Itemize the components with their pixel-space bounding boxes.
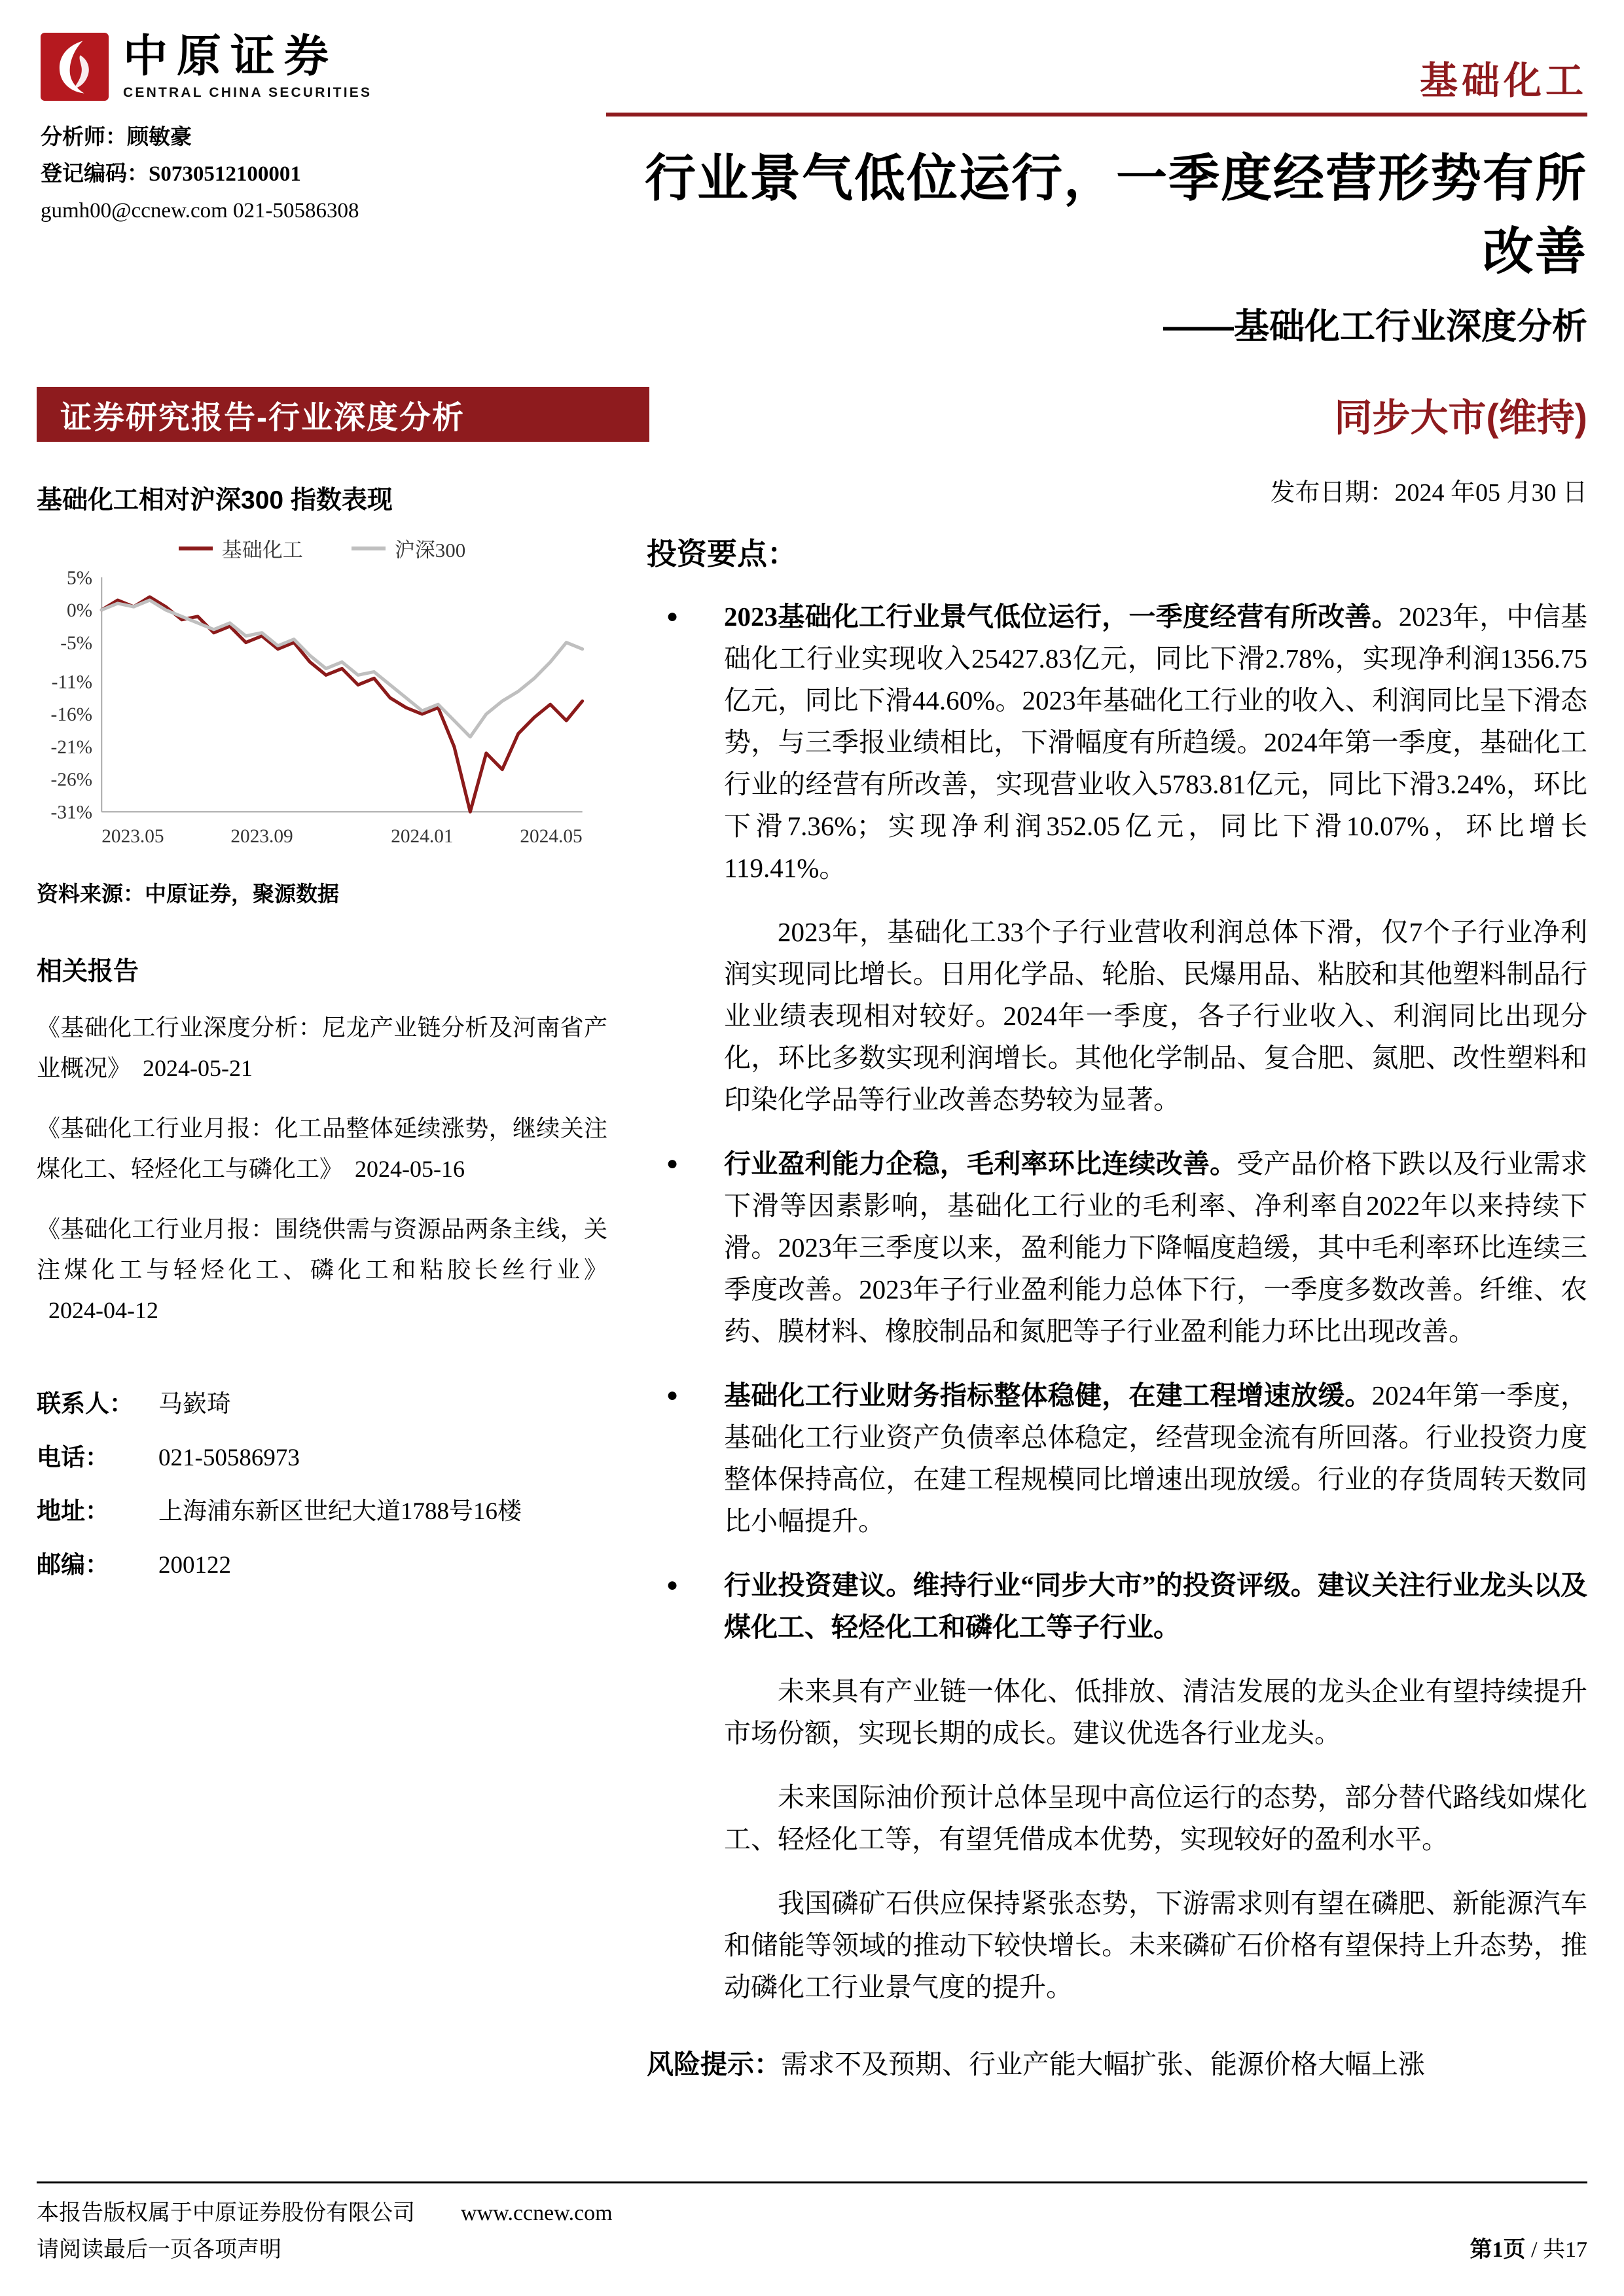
rating-badge: 同步大市(维持) bbox=[1334, 397, 1587, 439]
related-report-item bbox=[37, 1108, 607, 1189]
legend-label: 基础化工 bbox=[221, 539, 303, 562]
analyst-role-label: 分析师： bbox=[41, 126, 127, 149]
related-report-item bbox=[37, 1007, 607, 1088]
bullet-paragraph bbox=[647, 1564, 1587, 1648]
page-separator: / bbox=[1525, 2238, 1543, 2262]
paragraph-body: 2024年第一季度，基础化工行业资产负债率总体稳定，经营现金流有所回落。行业投资力度整体保持高位，在建工程规模同比增速出现放缓。行业的存货周转天数同比小幅提升。 bbox=[724, 1380, 1588, 1536]
plain-paragraph bbox=[724, 1776, 1587, 1860]
legend-line-icon bbox=[179, 547, 213, 550]
report-type-label: 证券研究报告-行业深度分析 bbox=[37, 387, 649, 442]
contact-row bbox=[37, 1441, 607, 1476]
industry-tag-wrap bbox=[606, 33, 1587, 117]
paragraph-body: 2023年，基础化工33个子行业营收利润总体下滑，仅7个子行业净利润实现同比增长。日用化学品、轮胎、民爆用品、粘胶和其他塑料制品行业业绩表现相对较好。2024年一季度，各子行业收入、利润同比出现分化，环比多数实现利润增长。其他化学制品、复合肥、氮肥、改性塑料和印染化学品等行业改善态势较为显著。 bbox=[724, 917, 1587, 1115]
content bbox=[37, 452, 1587, 2085]
bullet-icon: ● bbox=[666, 1384, 679, 1406]
analyst-info bbox=[41, 119, 606, 229]
sidebar bbox=[37, 452, 607, 1583]
industry-tag: 基础化工 bbox=[1419, 60, 1587, 102]
contact-row bbox=[37, 1548, 607, 1583]
company-logo bbox=[41, 33, 606, 101]
contact-value: 上海浦东新区世纪大道1788号16楼 bbox=[158, 1498, 522, 1525]
analyst-reg-label: 登记编码： bbox=[41, 162, 149, 186]
chart-title: 基础化工相对沪深300 指数表现 bbox=[37, 486, 393, 514]
contact-row bbox=[37, 1494, 607, 1530]
bullet-paragraph bbox=[647, 1374, 1587, 1542]
chart-legend bbox=[37, 533, 607, 563]
bullet-icon: ● bbox=[666, 605, 679, 627]
page-number: 第1页 bbox=[1470, 2238, 1526, 2262]
legend-line-icon bbox=[352, 547, 386, 550]
bullet-icon: ● bbox=[666, 1153, 679, 1174]
paragraph-body: 受产品价格下跌以及行业需求下滑等因素影响，基础化工行业的毛利率、净利率自2022年以来持续下滑。2023年三季度以来，盈利能力下降幅度趋缓，其中毛利率环比连续三季度改善。2023年子行业盈利能力总体下行，一季度多数改善。纤维、农药、膜材料、橡胶制品和氮肥等子行业盈利能力环比出现改善。 bbox=[724, 1149, 1588, 1346]
risk-label: 风险提示： bbox=[647, 2049, 781, 2079]
svg-text:-5%: -5% bbox=[60, 632, 93, 654]
related-report-date: 2024-05-21 bbox=[143, 1055, 253, 1081]
plain-paragraph bbox=[724, 1670, 1587, 1754]
company-logo-icon bbox=[41, 33, 109, 101]
footer-left bbox=[37, 2195, 613, 2269]
analyst-contact-line[interactable]: gumh00@ccnew.com 021-50586308 bbox=[41, 199, 359, 223]
footer-disclaimer: 请阅读最后一页各项声明 bbox=[37, 2238, 281, 2262]
svg-text:2023.05: 2023.05 bbox=[101, 825, 164, 847]
header-right bbox=[606, 33, 1587, 349]
svg-text:2023.09: 2023.09 bbox=[230, 825, 293, 847]
svg-text:2024.05: 2024.05 bbox=[520, 825, 583, 847]
analyst-reg-code: S0730512100001 bbox=[149, 162, 301, 186]
contact-label: 联系人： bbox=[37, 1391, 134, 1418]
paragraph-body: 未来具有产业链一体化、低排放、清洁发展的龙头企业有望持续提升市场份额，实现长期的成长。建议优选各行业龙头。 bbox=[724, 1676, 1587, 1748]
related-report-item bbox=[37, 1209, 607, 1331]
contact-label: 邮编： bbox=[37, 1552, 109, 1579]
footer-url[interactable]: www.ccnew.com bbox=[461, 2201, 613, 2225]
performance-chart bbox=[37, 567, 593, 852]
related-reports-title: 相关报告 bbox=[37, 958, 139, 986]
footer-copyright-row bbox=[37, 2195, 613, 2232]
report-title: 行业景气低位运行，一季度经营形势有所改善 bbox=[644, 149, 1587, 280]
paragraph-text bbox=[724, 1143, 1587, 1352]
paragraph-body: 我国磷矿石供应保持紧张态势，下游需求则有望在磷肥、新能源汽车和储能等领域的推动下较快增长。未来磷矿石价格有望保持上升态势，推动磷化工行业景气度的提升。 bbox=[724, 1888, 1587, 2002]
svg-text:2024.01: 2024.01 bbox=[391, 825, 454, 847]
paragraph-body: 未来国际油价预计总体呈现中高位运行的态势，部分替代路线如煤化工、轻烃化工等，有望凭借成本优势，实现较好的盈利水平。 bbox=[724, 1782, 1587, 1854]
bullet-paragraph bbox=[647, 1143, 1587, 1352]
analyst-name-line bbox=[41, 119, 606, 156]
svg-text:-11%: -11% bbox=[51, 672, 93, 693]
plain-paragraph bbox=[724, 1882, 1587, 2008]
contact-label: 电话： bbox=[37, 1444, 109, 1471]
contact-block bbox=[37, 1387, 607, 1583]
analyst-reg-line bbox=[41, 156, 606, 192]
paragraph-lead: 2023基础化工行业景气低位运行，一季度经营有所改善。 bbox=[724, 601, 1399, 632]
paragraph-text bbox=[724, 1374, 1587, 1542]
contact-value: 马嶔琦 bbox=[158, 1391, 231, 1418]
legend-item-index bbox=[352, 533, 466, 563]
report-type-banner bbox=[37, 387, 1587, 442]
plain-paragraph bbox=[724, 911, 1587, 1121]
related-report-title: 《基础化工行业月报：化工品整体延续涨势，继续关注煤化工、轻烃化工与磷化工》 bbox=[37, 1115, 607, 1182]
svg-text:-16%: -16% bbox=[50, 704, 93, 726]
svg-text:-31%: -31% bbox=[50, 802, 93, 823]
svg-text:-21%: -21% bbox=[50, 736, 93, 758]
main-column bbox=[607, 452, 1587, 2085]
related-report-date: 2024-04-12 bbox=[48, 1297, 158, 1323]
paragraph-text bbox=[724, 1564, 1587, 1648]
legend-item-industry bbox=[179, 533, 303, 563]
bullet-paragraph bbox=[647, 596, 1587, 889]
paragraph-lead: 行业投资建议。维持行业“同步大市”的投资评级。建议关注行业龙头以及煤化工、轻烃化工和磷化工等子行业。 bbox=[724, 1570, 1587, 1642]
svg-text:5%: 5% bbox=[66, 567, 93, 589]
footer-copyright: 本报告版权属于中原证券股份有限公司 bbox=[37, 2201, 415, 2225]
chart-source-note: 资料来源：中原证券，聚源数据 bbox=[37, 883, 339, 906]
related-report-title: 《基础化工行业深度分析：尼龙产业链分析及河南省产业概况》 bbox=[37, 1014, 607, 1081]
risk-note bbox=[647, 2043, 1587, 2085]
contact-label: 地址： bbox=[37, 1498, 109, 1525]
bullet-icon: ● bbox=[666, 1574, 679, 1596]
publish-date: 发布日期：2024 年05 月30 日 bbox=[1270, 479, 1587, 507]
performance-chart-box bbox=[37, 567, 607, 855]
page-total: 共17 bbox=[1543, 2238, 1587, 2262]
header bbox=[0, 0, 1624, 349]
analyst-name: 顾敏豪 bbox=[127, 126, 192, 149]
page-indicator bbox=[1470, 2232, 1587, 2269]
related-report-title: 《基础化工行业月报：围绕供需与资源品两条主线，关注煤化工与轻烃化工、磷化工和粘胶长丝行业》 bbox=[37, 1216, 607, 1283]
contact-row bbox=[37, 1387, 607, 1422]
paragraph-body: 2023年，中信基础化工行业实现收入25427.83亿元，同比下滑2.78%，实现净利润1356.75亿元，同比下滑44.60%。2023年基础化工行业的收入、利润同比呈下滑态势，与三季报业绩相比，下滑幅度有所趋缓。2024年第一季度，基础化工行业的经营有所改善，实现营业收入5783.81亿元，同比下滑3.24%，环比下滑7.36%；实现净利润352.05亿元，同比下滑10.07%，环比增长119.41%。 bbox=[724, 601, 1588, 883]
header-left bbox=[41, 33, 606, 349]
contact-value: 021-50586973 bbox=[158, 1444, 300, 1471]
paragraph-lead: 基础化工行业财务指标整体稳健，在建工程增速放缓。 bbox=[724, 1380, 1372, 1410]
legend-label: 沪深300 bbox=[394, 539, 466, 562]
footer bbox=[37, 2181, 1587, 2269]
section-title: 投资要点： bbox=[647, 537, 797, 571]
company-name-block bbox=[123, 33, 372, 101]
contact-value: 200122 bbox=[158, 1552, 231, 1579]
risk-text: 需求不及预期、行业产能大幅扩张、能源价格大幅上涨 bbox=[781, 2049, 1425, 2079]
company-name-en: CENTRAL CHINA SECURITIES bbox=[123, 85, 372, 100]
svg-text:0%: 0% bbox=[66, 600, 93, 622]
company-name-cn: 中原证券 bbox=[123, 31, 338, 81]
report-subtitle: ——基础化工行业深度分析 bbox=[1163, 307, 1587, 346]
svg-text:-26%: -26% bbox=[50, 769, 93, 791]
paragraph-text bbox=[724, 596, 1587, 889]
paragraph-lead: 行业盈利能力企稳，毛利率环比连续改善。 bbox=[724, 1149, 1237, 1179]
related-report-date: 2024-05-16 bbox=[355, 1156, 465, 1182]
